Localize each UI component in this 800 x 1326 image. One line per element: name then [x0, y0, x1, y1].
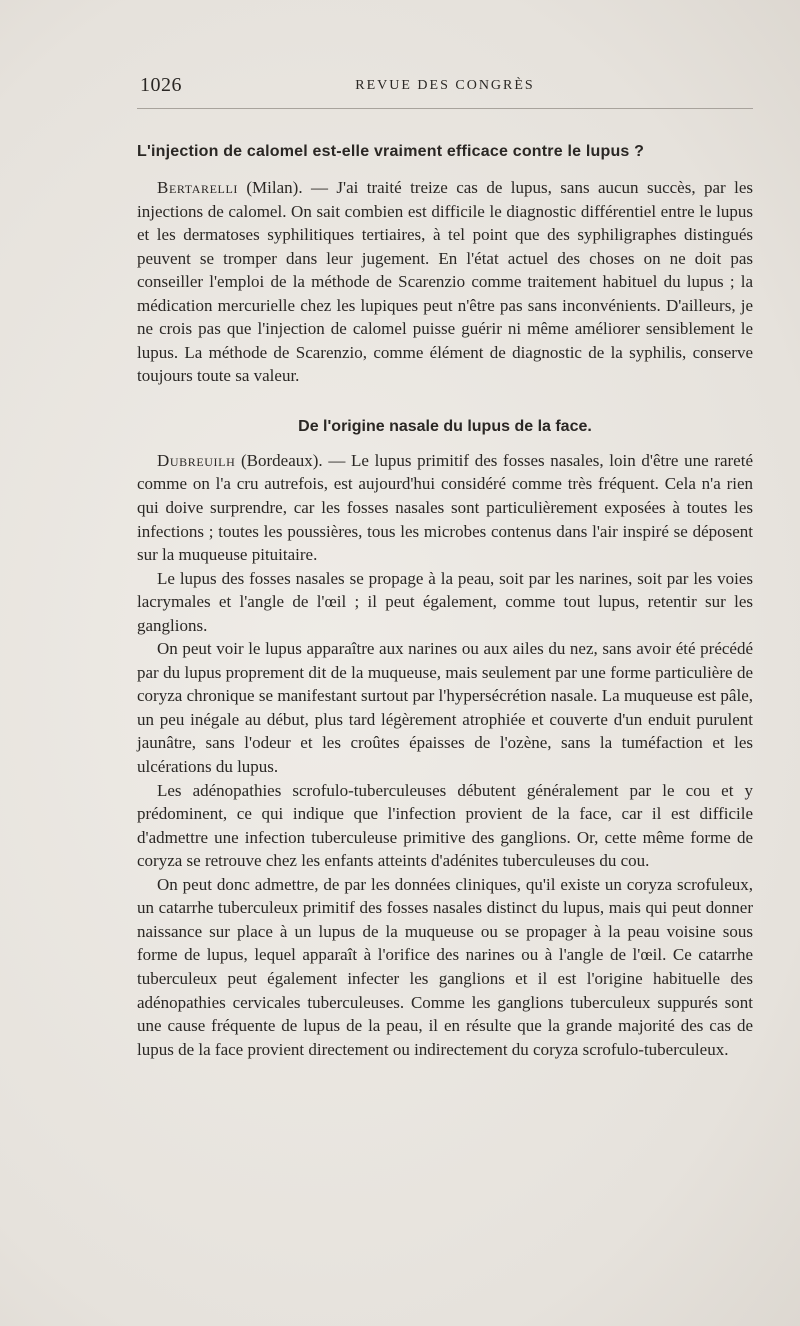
page-number: 1026: [140, 74, 182, 96]
header-rule: [137, 108, 753, 109]
speaker-name: Dubreuilh: [157, 450, 236, 470]
journal-title: REVUE DES CONGRÈS: [355, 78, 535, 93]
section-heading-origine-nasale: De l'origine nasale du lupus de la face.: [298, 417, 592, 435]
section-heading-calomel: L'injection de calomel est-elle vraiment efficace contre le lupus ?: [137, 143, 645, 160]
section-body-origine-nasale: [137, 449, 753, 1061]
paragraph-text: (Bordeaux). — Le lupus primitif des fosses nasales, loin d'être une rareté comme on l'a cru autrefois, est aujourd'hui considéré comme très fréquent. Cela n'a rien qui doive surprendre, car les fosses nasales sont particulièrement exposées à toutes les infections ; toutes les poussières, tous les microbes contenus dans l'air inspiré se déposent sur la muqueuse pituitaire.: [137, 450, 753, 565]
page-content: [137, 72, 753, 1061]
section-body-calomel: [137, 176, 753, 388]
paragraph-adenopathies: Les adénopathies scrofulo-tuberculeuses débutent généralement par le cou et y prédominent, ce qui indique que l'infection provient de la face, car il est difficile d'admettre une infection tuberculeuse primitive des ganglions. Or, cette même forme de coryza se retrouve chez les enfants atteints d'adénites tuberculeuses du cou.: [137, 780, 753, 871]
paragraph-propagation: Le lupus des fosses nasales se propage à la peau, soit par les narines, soit par les voies lacrymales et l'angle de l'œil ; il peut également, comme tout lupus, retentir sur les ganglions.: [137, 568, 753, 635]
paragraph-bertarelli: [137, 176, 753, 388]
speaker-name: Bertarelli: [157, 178, 238, 197]
running-header: [137, 72, 753, 102]
paragraph-conclusion: On peut donc admettre, de par les données cliniques, qu'il existe un coryza scrofuleux, un catarrhe tuberculeux primitif des fosses nasales distinct du lupus, mais qui peut donner naissance sur place à un lupus de la muqueuse ou se propager à la peau voisine sous forme de lupus, lequel apparaît à l'orifice des narines ou à l'angle de l'œil. Ce catarrhe tuberculeux peut également infecter les ganglions et il est l'origine habituelle des adénopathies cervicales tuberculeuses. Comme les ganglions tuberculeux suppurés sont une cause fréquente de lupus de la peau, il en résulte que la grande majorité des cas de lupus de la face provient directement ou indirectement du coryza scrofulo-tuberculeux.: [137, 874, 753, 1059]
paragraph-dubreuilh: [137, 449, 753, 567]
paragraph-text: (Milan). — J'ai traité treize cas de lupus, sans aucun succès, par les injections de calomel. On sait combien est difficile le diagnostic différentiel entre le lupus et les dermatoses syphilitiques tertiaires, à tel point que des syphiligraphes distingués peuvent se tromper dans leur jugement. En l'état actuel des choses on ne doit pas conseiller l'emploi de la méthode de Scarenzio comme traitement habituel du lupus ; la médication mercurielle chez les lupiques peut n'être pas sans inconvénients. D'ailleurs, je ne crois pas que l'injection de calomel puisse guérir ni même améliorer sensiblement le lupus. La méthode de Scarenzio, comme élément de diagnostic de la syphilis, conserve toujours toute sa valeur.: [137, 178, 753, 386]
paragraph-coryza: On peut voir le lupus apparaître aux narines ou aux ailes du nez, sans avoir été précédé par du lupus proprement dit de la muqueuse, mais seulement par une forme particulière de coryza chronique se manifestant surtout par l'hypersécrétion nasale. La muqueuse est pâle, un peu inégale au début, plus tard légèrement atrophiée et couverte d'un enduit purulent jaunâtre, sans l'odeur et les croûtes épaisses de l'ozène, sans la tuméfaction et les ulcérations du lupus.: [137, 639, 753, 777]
